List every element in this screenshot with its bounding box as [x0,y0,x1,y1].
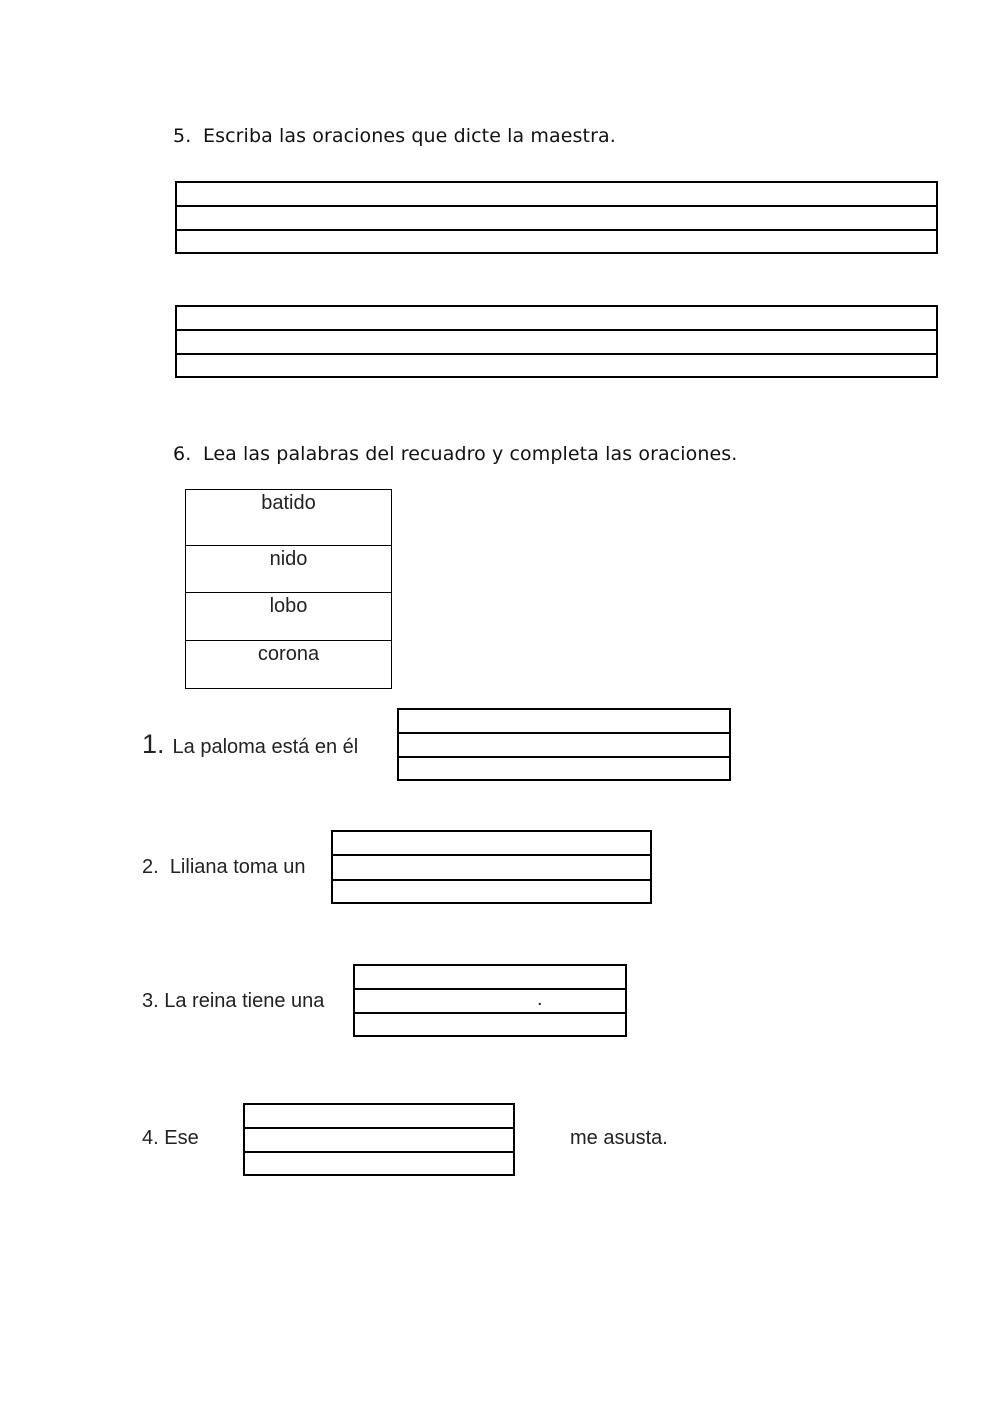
word-bank-item: corona [257,643,320,665]
sentence-3-period: . [537,988,543,1010]
section-6-instruction: Lea las palabras del recuadro y completa las oraciones. [203,443,738,465]
sentence-4-text: Ese [164,1127,199,1149]
sentence-1-text: La paloma está en él [172,736,359,758]
sentence-3-text: La reina tiene una [164,990,325,1012]
sentence-2-number: 2. [142,856,159,878]
writing-lines-2[interactable] [175,305,938,378]
sentence-4-number: 4. [142,1127,159,1149]
section-6-heading [173,443,737,465]
section-5-number: 5. [173,125,192,147]
section-6-number: 6. [173,443,192,465]
sentence-4 [142,1127,199,1150]
sentence-4-answer-box[interactable] [243,1103,515,1176]
sentence-1-number: 1. [142,729,165,759]
section-5-instruction: Escriba las oraciones que dicte la maestra. [203,125,616,147]
word-bank-item: batido [186,490,391,546]
sentence-4-ending: me asusta. [570,1127,668,1149]
word-bank-item: lobo [186,593,391,641]
sentence-2-answer-box[interactable] [331,830,652,904]
sentence-1 [142,729,358,760]
sentence-2-text: Liliana toma un [169,856,306,878]
word-bank [185,489,392,689]
sentence-3-number: 3. [142,990,159,1012]
sentence-3 [142,990,324,1013]
sentence-2 [142,856,305,879]
sentence-3-answer-box[interactable] [353,964,627,1037]
sentence-1-answer-box[interactable] [397,708,731,781]
word-bank-item: nido [186,546,391,593]
writing-lines-1[interactable] [175,181,938,254]
section-5-heading [173,125,616,147]
